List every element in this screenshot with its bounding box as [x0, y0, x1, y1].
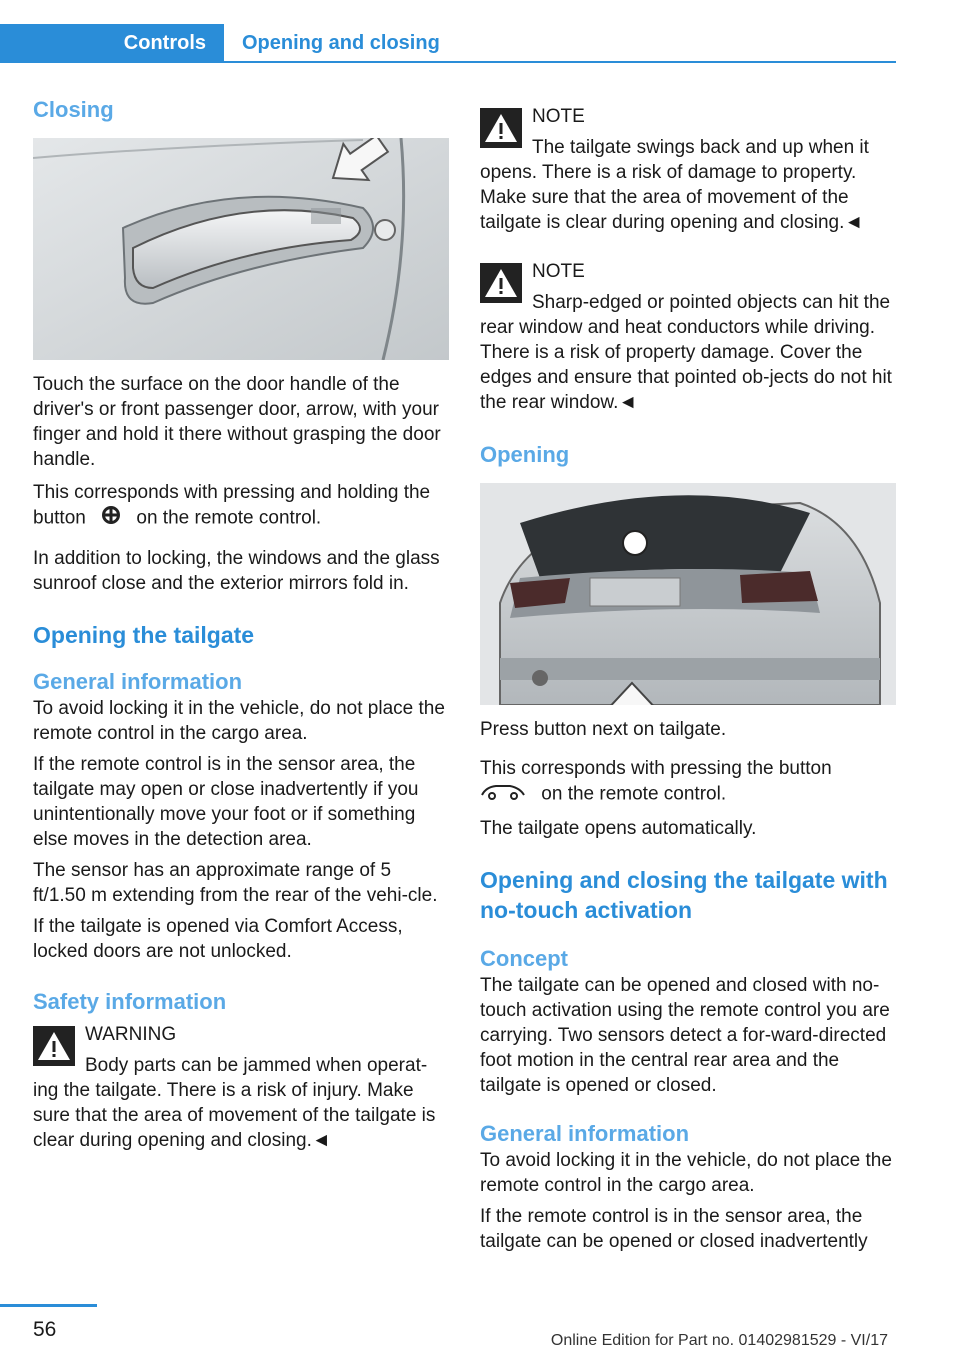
right-column [480, 104, 896, 1254]
warning-triangle-icon [33, 1026, 75, 1066]
general-paragraph-3: The sensor has an approximate range of 5 ft/1.50 m extending from the rear of the vehi‐cle. [33, 860, 438, 906]
section-tab[interactable]: Opening and closing [242, 31, 440, 54]
general-information-heading: General information [33, 669, 243, 694]
remote-tailgate-button-icon [480, 781, 526, 808]
footer-rule [0, 1304, 97, 1307]
opening-paragraph-2-start: This corresponds with pressing the button [480, 758, 832, 779]
closing-paragraph-1: Touch the surface on the door handle of the driver's or front passenger door, arrow, with your finger and hold it there without grasping the door handle. [33, 374, 441, 470]
door-handle-illustration [33, 138, 449, 360]
no-touch-heading: Opening and closing the tailgate with no-touch activation [480, 867, 888, 923]
general-paragraph-1: To avoid locking it in the vehicle, do not place the remote control in the cargo area. [33, 698, 445, 744]
opening-paragraph-3: The tailgate opens automatically. [480, 818, 757, 839]
chapter-tab[interactable]: Controls [0, 24, 224, 62]
warning-triangle-icon [480, 263, 522, 303]
note-label: NOTE [532, 106, 585, 127]
general-paragraph-2: If the remote control is in the sensor area, the tailgate may open or close inadvertently if you unintentionally move your foot or if something else moves in the detection area. [33, 754, 419, 850]
left-column [33, 96, 449, 1153]
note-text: The tailgate swings back and up when it opens. There is a risk of damage to property. Make sure that the area of movement of the tailgate is clear during opening and closing.◄ [480, 137, 869, 233]
opening-paragraph-2-end: on the remote control. [541, 783, 727, 805]
note-label: NOTE [532, 261, 585, 282]
warning-label: WARNING [85, 1024, 177, 1045]
warning-triangle-icon [480, 108, 522, 148]
opening-heading: Opening [480, 442, 570, 467]
warning-text: Body parts can be jammed when operat‐ing the tailgate. There is a risk of injury. Make sure that the area of movement of the tailgate is clear during opening and closing.◄ [33, 1055, 436, 1151]
note-text: Sharp-edged or pointed objects can hit the rear window and heat conductors while driving. There is a risk of property damage. Cover the edges and ensure that pointed ob‐jects do not hit the rear window.◄ [480, 292, 892, 413]
remote-lock-button-icon [101, 505, 121, 532]
page-header [0, 0, 960, 64]
general-information-heading: General information [480, 1121, 690, 1146]
opening-paragraph-1: Press button next on tailgate. [480, 719, 727, 740]
edition-note: Online Edition for Part no. 01402981529 - VI/17 [550, 1332, 888, 1349]
opening-paragraph-2 [480, 756, 896, 808]
warning-notice [33, 1022, 449, 1153]
closing-paragraph-3: In addition to locking, the windows and the glass sunroof close and the exterior mirrors fold in. [33, 548, 440, 594]
note-tailgate-swing [480, 104, 896, 235]
general-paragraph-4: If the tailgate is opened via Comfort Access, locked doors are not unlocked. [33, 916, 403, 962]
concept-paragraph: The tailgate can be opened and closed with no-touch activation using the remote control you are carrying. Two sensors detect a for‐ward-directed foot motion in the central rear area and the tailgate is opened or closed. [480, 975, 890, 1096]
general-paragraph-1: To avoid locking it in the vehicle, do not place the remote control in the cargo area. [480, 1150, 892, 1196]
note-sharp-objects [480, 259, 896, 415]
tailgate-illustration [480, 483, 896, 705]
page-number: 56 [33, 1318, 57, 1341]
header-rule [0, 61, 896, 63]
closing-paragraph-2-end: on the remote control. [136, 507, 322, 529]
closing-paragraph-2-start: This corresponds with pressing and holding the button [33, 482, 431, 529]
safety-information-heading: Safety information [33, 989, 227, 1014]
opening-tailgate-heading: Opening the tailgate [33, 622, 255, 648]
closing-heading: Closing [33, 97, 114, 122]
concept-heading: Concept [480, 946, 568, 971]
general-paragraph-2: If the remote control is in the sensor area, the tailgate can be opened or closed inadvertently [480, 1206, 868, 1252]
closing-paragraph-2 [33, 480, 449, 532]
